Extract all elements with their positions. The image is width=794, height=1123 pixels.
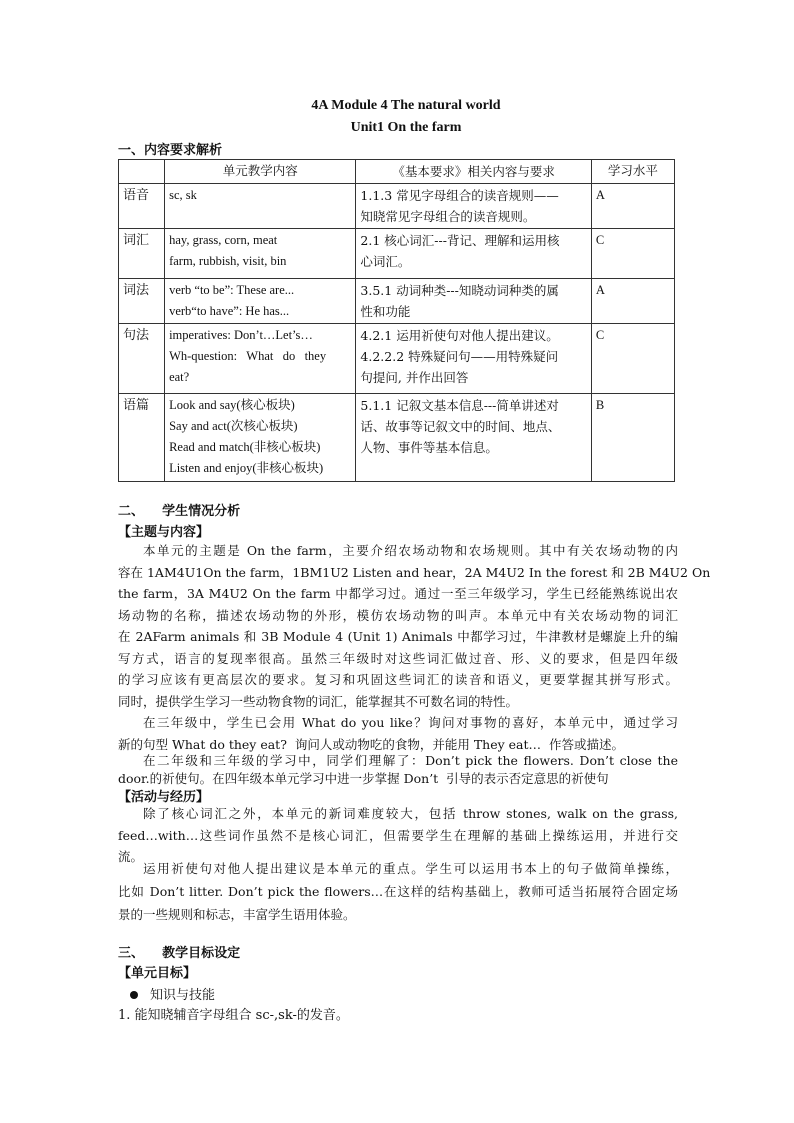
table-row xyxy=(119,229,675,279)
level-cell: C xyxy=(591,229,674,279)
table-row xyxy=(119,279,675,324)
requirements-table xyxy=(118,159,675,482)
bullet-text: 知识与技能 xyxy=(150,988,216,1003)
text-line: 的学习应该有更高层次的要求。复习和巩固这些词汇的读音和语义，更要掌握其拼写形式。 xyxy=(118,672,678,687)
text-line: 本单元的主题是 On the farm，主要介绍农场动物和农场规则。其中有关农场动物的内 xyxy=(143,543,678,558)
content-cell xyxy=(165,229,356,279)
content-line: Wh-question: What do they xyxy=(169,349,327,363)
level-cell: A xyxy=(591,279,674,324)
requirement-line: 话、故事等记叙文中的时间、地点、 xyxy=(360,419,561,434)
category-cell: 句法 xyxy=(119,324,165,394)
section2-heading: 二、 学生情况分析 xyxy=(118,504,241,519)
text-line: 在三年级中，学生已会用 What do you like？询问对事物的喜好，本单元中，通过学习 xyxy=(143,715,678,730)
theme-content-label: 【主题与内容】 xyxy=(118,525,210,540)
level-cell: C xyxy=(591,324,674,394)
table-row xyxy=(119,394,675,482)
unit-goal-label: 【单元目标】 xyxy=(118,966,197,981)
bullet-item xyxy=(130,984,215,1003)
text-line: feed…with…这些词作虽然不是核心词汇，但需要学生在理解的基础上操练运用，并进行交 xyxy=(118,827,678,843)
section3-heading: 三、 教学目标设定 xyxy=(118,946,241,961)
requirement-line: 4.2.1 运用祈使句对他人提出建议。 xyxy=(360,328,559,343)
theme-paragraph-2 xyxy=(118,712,678,755)
document-subtitle: Unit1 On the farm xyxy=(350,120,462,135)
requirement-cell xyxy=(356,394,591,482)
content-line: verb“to have”: He has... xyxy=(169,304,290,318)
requirement-line: 4.2.2.2 特殊疑问句——用特殊疑问 xyxy=(360,349,559,364)
requirement-cell xyxy=(356,229,591,279)
theme-paragraph-1 xyxy=(118,540,711,712)
bullet-dot-icon xyxy=(130,991,138,999)
text-line: 新的句型 What do they eat? 询问人或动物吃的食物，并能用 They eat… 作答或描述。 xyxy=(118,736,624,752)
requirement-line: 知晓常见字母组合的读音规则。 xyxy=(360,209,536,224)
activity-paragraph-2 xyxy=(118,857,678,926)
text-line: 写方式，语言的复现率很高。虽然三年级时对这些词汇做过音、形、义的要求，但是四年级 xyxy=(118,650,678,666)
text-line: 在二年级和三年级的学习中，同学们理解了：Don’t pick the flowers. Don’t close the xyxy=(143,753,678,768)
level-cell: B xyxy=(591,394,674,482)
goal-item-1: 1. 能知晓辅音字母组合 sc-,sk-的发音。 xyxy=(118,1008,349,1023)
content-line: sc, sk xyxy=(169,188,197,202)
text-line: 流。 xyxy=(118,849,144,864)
content-line: eat? xyxy=(169,370,190,384)
text-line: 比如 Don’t litter. Don’t pick the flowers…在这样的结构基础上，教师可适当拓展符合固定场 xyxy=(118,884,678,899)
requirement-cell xyxy=(356,324,591,394)
text-line: 同时，提供学生学习一些动物食物的词汇，能掌握其不可数名词的特性。 xyxy=(118,693,519,709)
content-line: Say and act(次核心板块) xyxy=(169,419,298,433)
category-cell: 语音 xyxy=(119,184,165,229)
text-line: 在 2AFarm animals 和 3B Module 4 (Unit 1) Animals 中都学习过，牛津教材是螺旋上升的编 xyxy=(118,629,678,644)
theme-paragraph-3 xyxy=(118,752,678,788)
requirement-line: 2.1 核心词汇---背记、理解和运用核 xyxy=(360,233,560,248)
text-line: 景的一些规则和标志，丰富学生语用体验。 xyxy=(118,907,356,922)
table-row xyxy=(119,184,675,229)
category-cell: 词法 xyxy=(119,279,165,324)
content-cell xyxy=(165,279,356,324)
requirement-cell xyxy=(356,279,591,324)
requirement-line: 心词汇。 xyxy=(360,254,411,269)
requirement-line: 句提问, 并作出回答 xyxy=(360,370,469,385)
content-line: imperatives: Don’t…Let’s… xyxy=(169,328,313,342)
text-line: door.的祈使句。在四年级本单元学习中进一步掌握 Don’t 引导的表示否定意思的祈使句 xyxy=(118,771,609,786)
activity-label: 【活动与经历】 xyxy=(118,790,210,805)
content-line: hay, grass, corn, meat xyxy=(169,233,278,247)
requirement-cell xyxy=(356,184,591,229)
content-line: Listen and enjoy(非核心板块) xyxy=(169,461,324,475)
content-line: Read and match(非核心板块) xyxy=(169,440,321,454)
table-header-cell: 单元教学内容 xyxy=(165,160,356,184)
table-row xyxy=(119,324,675,394)
requirement-line: 人物、事件等基本信息。 xyxy=(360,440,498,455)
content-line: verb “to be”: These are... xyxy=(169,283,295,297)
category-cell: 语篇 xyxy=(119,394,165,482)
requirement-line: 3.5.1 动词种类---知晓动词种类的属 xyxy=(360,283,559,298)
section1-heading: 一、内容要求解析 xyxy=(118,143,223,158)
content-cell xyxy=(165,184,356,229)
text-line: 场动物的名称，描述农场动物的外形，模仿农场动物的叫声。本单元中有关农场动物的词汇 xyxy=(118,607,678,623)
content-line: farm, rubbish, visit, bin xyxy=(169,254,287,268)
text-line: 容在 1AM4U1On the farm，1BM1U2 Listen and hear，2A M4U2 In the forest 和 2B M4U2 On xyxy=(118,564,711,580)
content-cell xyxy=(165,394,356,482)
text-line: the farm，3A M4U2 On the farm 中都学习过。通过一至三年级学习，学生已经能熟练说出农 xyxy=(118,586,678,601)
content-line: Look and say(核心板块) xyxy=(169,398,295,412)
requirement-line: 1.1.3 常见字母组合的读音规则—— xyxy=(360,188,559,203)
requirement-line: 5.1.1 记叙文基本信息---简单讲述对 xyxy=(360,398,559,413)
text-line: 除了核心词汇之外，本单元的新词难度较大，包括 throw stones, walk on the grass, xyxy=(143,806,678,821)
level-cell: A xyxy=(591,184,674,229)
category-cell: 词汇 xyxy=(119,229,165,279)
table-header-cell: 《基本要求》相关内容与要求 xyxy=(356,160,591,184)
requirement-line: 性和功能 xyxy=(360,304,411,319)
text-line: 运用祈使句对他人提出建议是本单元的重点。学生可以运用书本上的句子做简单操练， xyxy=(143,861,678,876)
table-header-cell xyxy=(119,160,165,184)
content-cell xyxy=(165,324,356,394)
table-header-cell: 学习水平 xyxy=(591,160,674,184)
document-title: 4A Module 4 The natural world xyxy=(311,98,501,113)
table-header-row xyxy=(119,160,675,184)
